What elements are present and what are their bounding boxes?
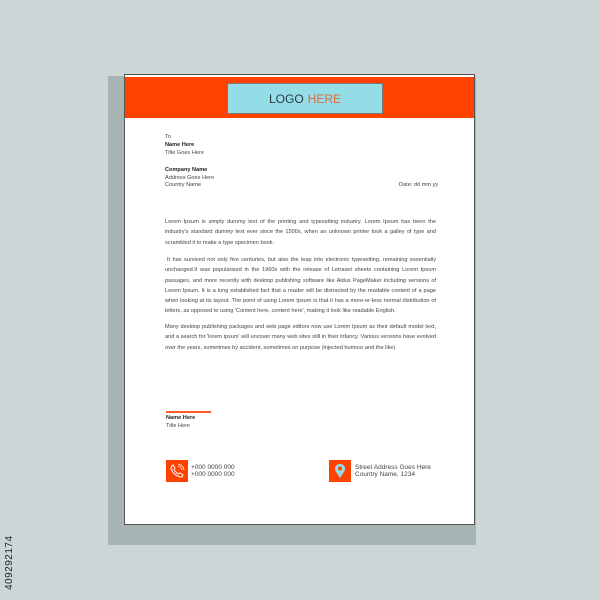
body-paragraph: Lorem Ipsum is simply dummy text of the printing and typesetting industry. Lorem Ipsum has been the industry's standard dummy text ever since the 1500s, when an unknown printer took a galley of type and scrambled it to make a type specimen book. — [165, 219, 436, 246]
signature-rule — [166, 411, 211, 413]
company-name: Company Name — [165, 167, 208, 173]
phone-1: +000 0000 000 — [191, 464, 235, 471]
company-address: Address Goes Here — [165, 175, 215, 181]
stock-id: 409292174 — [4, 535, 15, 590]
to-label: To — [165, 134, 171, 140]
logo-text: LOGO — [268, 91, 304, 106]
street-address: Street Address Goes Here — [355, 464, 431, 471]
recipient-name: Name Here — [165, 142, 195, 148]
signature-name: Name Here — [166, 415, 196, 421]
company-country: Country Name — [165, 182, 202, 188]
body-paragraph: It has survived not only five centuries, but also the leap into electronic typesetting, remaining essentially unchanged.It was popularised in the 1960s with the release of Letraset sheets containing Lorem Ipsum passages, and more recently with desktop publishing software like Aldus PageMaker including versions of Lorem Ipsum. It is a long established fact that a reader will be distracted by the readable content of a page when looking at its layout. The point of using Lorem Ipsum is that it has a more-or-less normal distribution of letters, as opposed to using 'Content here, content here', making it look like readable English. — [165, 257, 436, 315]
letterhead-header — [125, 77, 474, 118]
signature-title: Title Here — [166, 423, 191, 429]
location-pin-icon — [329, 460, 351, 482]
date: Date: dd mm yy — [399, 182, 439, 188]
letterhead-page — [124, 74, 475, 525]
body-paragraph: Many desktop publishing packages and web page editors now use Lorem Ipsum as their default model text, and a search for 'lorem ipsum' will uncover many web sites still in their infancy. Various versions have evolved over the years, sometimes by accident, sometimes on purpose (injected humour and the like) — [165, 324, 436, 351]
phone-icon — [166, 460, 188, 482]
logo-placeholder — [227, 83, 383, 114]
logo-highlight: HERE — [307, 91, 342, 106]
recipient-title: Title Goes Here — [165, 150, 204, 156]
country-postcode: Country Name, 1234 — [355, 471, 415, 478]
phone-2: +000 0000 000 — [191, 471, 235, 478]
